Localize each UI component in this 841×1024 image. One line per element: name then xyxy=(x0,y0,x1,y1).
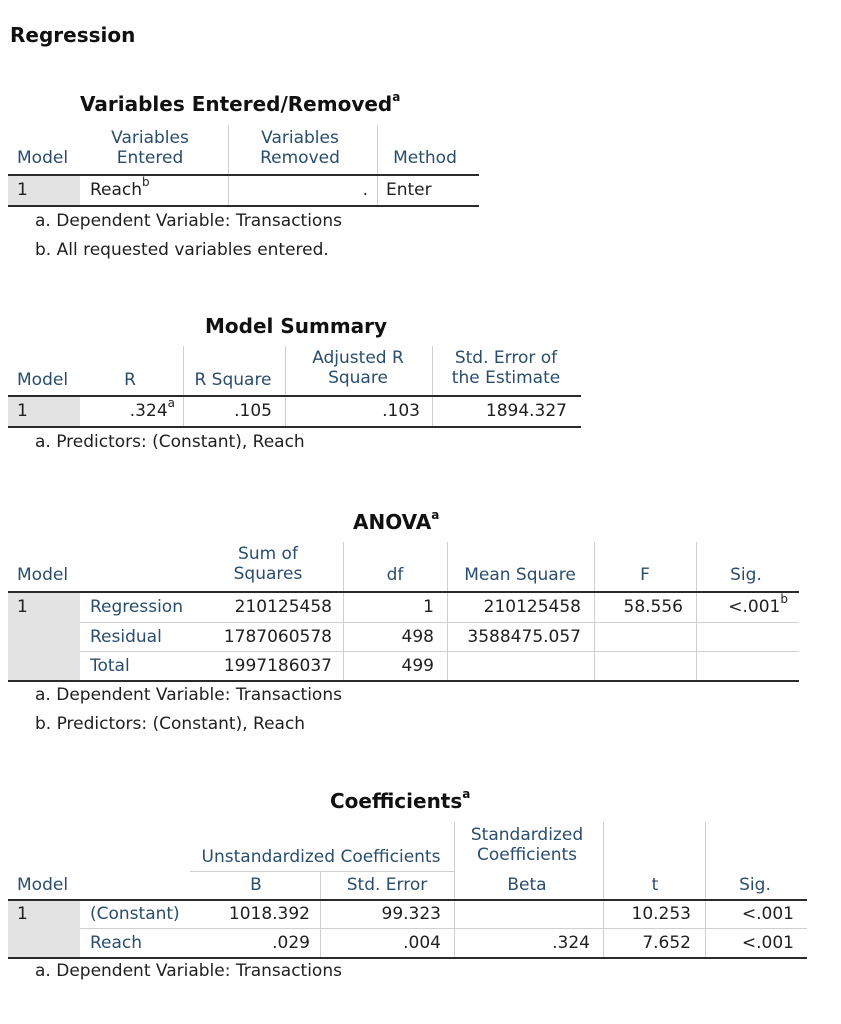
row-label-reach: Reach xyxy=(90,933,143,953)
footnote: b. All requested variables entered. xyxy=(35,240,329,260)
col-header-model: Model xyxy=(17,565,69,585)
cell-df: 499 xyxy=(401,656,434,676)
row-model: 1 xyxy=(17,180,28,200)
cell-adjusted: .103 xyxy=(382,401,420,421)
col-header-sig: Sig. xyxy=(730,565,762,585)
cell-sig: <.001 xyxy=(741,904,794,924)
cell-entered: Reach$^b$ xyxy=(90,175,150,200)
cell-ms: 3588475.057 xyxy=(467,627,581,647)
cell-std-error: .004 xyxy=(403,933,441,953)
row-model: 1 xyxy=(17,401,28,421)
col-header-std-error: Std. Error xyxy=(346,875,428,895)
cell-r: .324$^a$ xyxy=(129,396,175,421)
table-title: Coefficients$^a$ xyxy=(330,787,471,813)
row-label-total: Total xyxy=(90,656,130,676)
col-header-model: Model xyxy=(17,875,69,895)
table-title: Model Summary xyxy=(205,314,388,338)
col-header-beta: Beta xyxy=(507,875,547,895)
cell-f: 58.556 xyxy=(623,597,683,617)
cell-sig: <.001$^b$ xyxy=(728,592,788,617)
cell-ss: 1997186037 xyxy=(223,656,332,676)
col-header-r-square: R Square xyxy=(194,370,272,390)
col-header-t: t xyxy=(651,875,659,895)
cell-df: 498 xyxy=(401,627,434,647)
table-title: ANOVA$^a$ xyxy=(353,508,440,534)
cell-std-error: 1894.327 xyxy=(485,401,567,421)
col-header-standardized: Standardized Coefficients xyxy=(470,825,584,865)
cell-std-error: 99.323 xyxy=(381,904,441,924)
cell-removed: . xyxy=(362,180,368,200)
cell-df: 1 xyxy=(423,597,434,617)
row-label-residual: Residual xyxy=(90,627,162,647)
table-title: Variables Entered/Removed$^a$ xyxy=(80,90,401,116)
cell-r-square: .105 xyxy=(234,401,272,421)
footnote: a. Dependent Variable: Transactions xyxy=(35,961,342,981)
footnote: a. Predictors: (Constant), Reach xyxy=(35,432,305,452)
row-label-constant: (Constant) xyxy=(90,904,180,924)
col-header-r: R xyxy=(124,370,136,390)
cell-b: 1018.392 xyxy=(228,904,310,924)
col-header-b: B xyxy=(250,875,262,895)
col-header-entered: Variables Entered xyxy=(111,128,189,168)
col-header-mean-square: Mean Square xyxy=(464,565,576,585)
page-title: Regression xyxy=(10,23,136,47)
cell-sig: <.001 xyxy=(741,933,794,953)
col-header-model: Model xyxy=(17,370,69,390)
cell-b: .029 xyxy=(272,933,310,953)
cell-ss: 1787060578 xyxy=(223,627,332,647)
cell-method: Enter xyxy=(386,180,432,200)
cell-ss: 210125458 xyxy=(234,597,332,617)
col-header-adjusted: Adjusted R Square xyxy=(312,348,404,388)
col-header-model: Model xyxy=(17,148,69,168)
footnote: a. Dependent Variable: Transactions xyxy=(35,211,342,231)
cell-beta: .324 xyxy=(552,933,590,953)
col-header-df: df xyxy=(386,565,404,585)
row-model: 1 xyxy=(17,904,28,924)
row-model: 1 xyxy=(17,597,28,617)
footnote: b. Predictors: (Constant), Reach xyxy=(35,714,306,734)
cell-t: 7.652 xyxy=(642,933,691,953)
cell-t: 10.253 xyxy=(631,904,691,924)
col-header-method: Method xyxy=(393,148,457,168)
row-label-regression: Regression xyxy=(90,597,183,617)
col-header-f: F xyxy=(640,565,650,585)
footnote: a. Dependent Variable: Transactions xyxy=(35,685,342,705)
col-header-sig: Sig. xyxy=(739,875,771,895)
col-header-sum-of-squares: Sum of Squares xyxy=(233,544,303,584)
col-header-std-error: Std. Error of the Estimate xyxy=(451,348,561,388)
cell-ms: 210125458 xyxy=(483,597,581,617)
col-header-unstandardized: Unstandardized Coefficients xyxy=(201,847,441,867)
col-header-removed: Variables Removed xyxy=(260,128,340,168)
